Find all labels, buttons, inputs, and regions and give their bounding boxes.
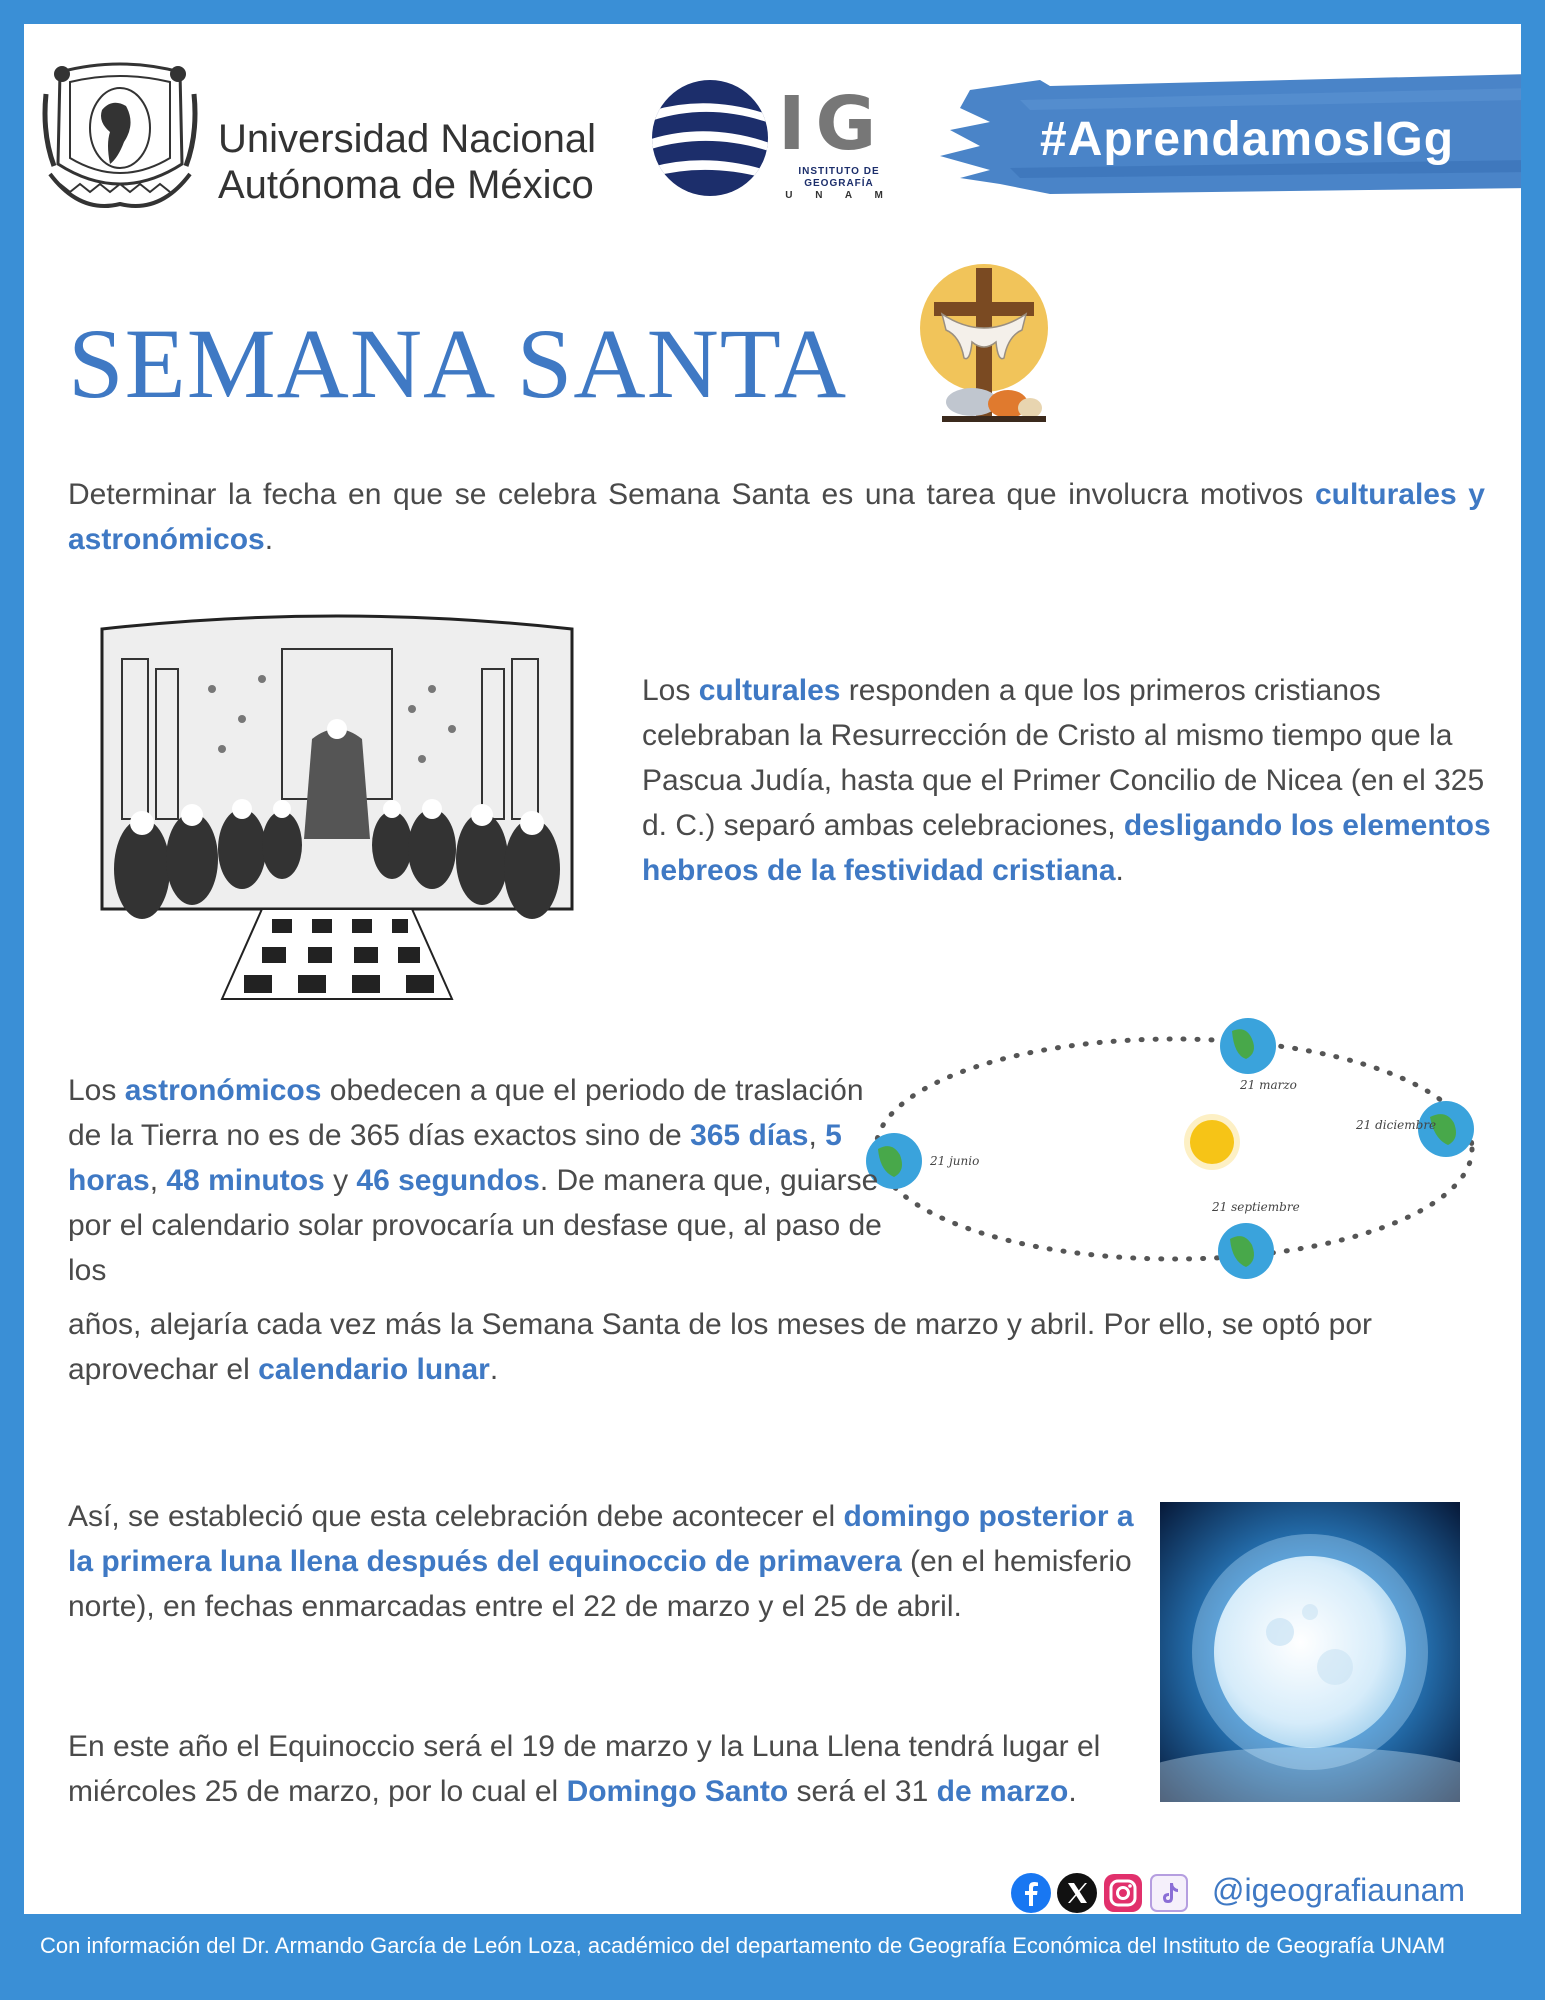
university-name-line1: Universidad Nacional [218, 117, 596, 161]
ig-subtitle [784, 166, 894, 202]
orbit-label-junio: 21 junio [930, 1154, 980, 1168]
astro-highlight-minutes: 48 minutos [166, 1164, 325, 1197]
orbit-label-septiembre: 21 septiembre [1212, 1200, 1300, 1214]
facebook-icon[interactable] [1010, 1872, 1052, 1914]
council-engraving-image [72, 609, 602, 1004]
social-handle[interactable]: @igeografiaunam [1212, 1872, 1466, 1908]
ig-sub-line3: U N A M [785, 190, 893, 201]
orbit-label-marzo: 21 marzo [1240, 1078, 1297, 1092]
astro-text-4: años, alejaría cada vez más la Semana Santa de los meses de marzo y abril. Por ello, se optó por aprovechar el [68, 1308, 1373, 1386]
year-highlight-domingo: Domingo Santo [566, 1775, 789, 1808]
ig-globe-logo-icon [648, 72, 778, 202]
rule-text-1: Así, se estableció que esta celebración debe acontecer el [68, 1500, 844, 1533]
intro-paragraph [68, 472, 1485, 562]
astro-highlight-lunar: calendario lunar [258, 1353, 490, 1386]
earth-orbit-diagram [854, 1009, 1494, 1279]
astronomical-paragraph-cont [68, 1302, 1508, 1392]
earth-icon-septiembre [1218, 1223, 1274, 1279]
hashtag-label: #AprendamosIGg [1040, 113, 1455, 166]
rule-text-2: (en el hemisferio norte), en fechas enmarcadas entre el 22 de marzo y el 25 de abril. [68, 1545, 1132, 1623]
astro-highlight-seconds: 46 segundos [356, 1164, 540, 1197]
year-text-2: será el 31 [788, 1775, 937, 1808]
intro-period: . [264, 523, 274, 556]
year-text-1: En este año el Equinoccio será el 19 de marzo y la Luna Llena tendrá lugar el miércoles 25 de marzo, por lo cual el [68, 1730, 1101, 1808]
astro-comma-2: , [149, 1164, 167, 1197]
page-title: SEMANA SANTA [68, 308, 848, 419]
astro-text-2: obedecen a que el periodo de traslación de la Tierra no es de 365 días exactos sino de [68, 1074, 864, 1152]
cultural-period: . [1115, 854, 1124, 887]
orbit-label-diciembre: 21 diciembre [1356, 1118, 1437, 1132]
cultural-text-2: responden a que los primeros cristianos celebraban la Resurrección de Cristo al mismo tiempo que la Pascua Judía, hasta que el Primer Concilio de Nicea (en el 325 d. C.) separó ambas celebraciones, [642, 674, 1485, 842]
cultural-text-1: Los [642, 674, 699, 707]
astro-period: . [489, 1353, 499, 1386]
x-icon[interactable] [1056, 1872, 1098, 1914]
ig-sub-line2: GEOGRAFÍA [804, 178, 874, 189]
unam-seal-icon [40, 54, 200, 219]
instagram-icon[interactable] [1102, 1872, 1144, 1914]
year-highlight-marzo: de marzo [936, 1775, 1069, 1808]
astro-highlight-hours: 5 horas [68, 1119, 842, 1197]
social-icons [1010, 1868, 1190, 1914]
astro-comma-1: , [808, 1119, 826, 1152]
cultural-highlight-1: culturales [698, 674, 841, 707]
rule-highlight: domingo posterior a la primera luna llena después del equinoccio de primavera [68, 1500, 1134, 1578]
rule-paragraph [68, 1494, 1158, 1629]
earth-icon-marzo [1220, 1018, 1276, 1074]
intro-text: Determinar la fecha en que se celebra Semana Santa es una tarea que involucra motivos [68, 478, 1315, 511]
astro-highlight-1: astronómicos [124, 1074, 322, 1107]
cultural-paragraph [642, 668, 1502, 893]
astronomical-paragraph [68, 1068, 888, 1293]
tiktok-icon[interactable] [1148, 1872, 1190, 1914]
university-name-line2: Autónoma de México [218, 163, 594, 207]
astro-and: y [324, 1164, 357, 1197]
cultural-highlight-2: desligando los elementos hebreos de la festividad cristiana [642, 809, 1491, 887]
year-period: . [1068, 1775, 1077, 1808]
footer-credit: Con información del Dr. Armando García de León Loza, académico del departamento de Geografía Económica del Instituto de Geografía UNAM [40, 1933, 1446, 1958]
this-year-paragraph [68, 1724, 1158, 1814]
astro-text-1: Los [68, 1074, 125, 1107]
ig-sub-line1: INSTITUTO DE [798, 166, 880, 177]
poster-sheet [24, 24, 1521, 1914]
astro-highlight-days: 365 días [690, 1119, 809, 1152]
intro-highlight: culturales y astronómicos [68, 478, 1485, 556]
university-name [218, 116, 596, 208]
cross-shroud-icon [912, 262, 1052, 432]
ig-letters: IG [778, 81, 887, 167]
full-moon-image [1160, 1502, 1460, 1802]
astro-text-3: . De manera que, guiarse por el calendario solar provocaría un desfase que, al paso de los [68, 1164, 882, 1287]
